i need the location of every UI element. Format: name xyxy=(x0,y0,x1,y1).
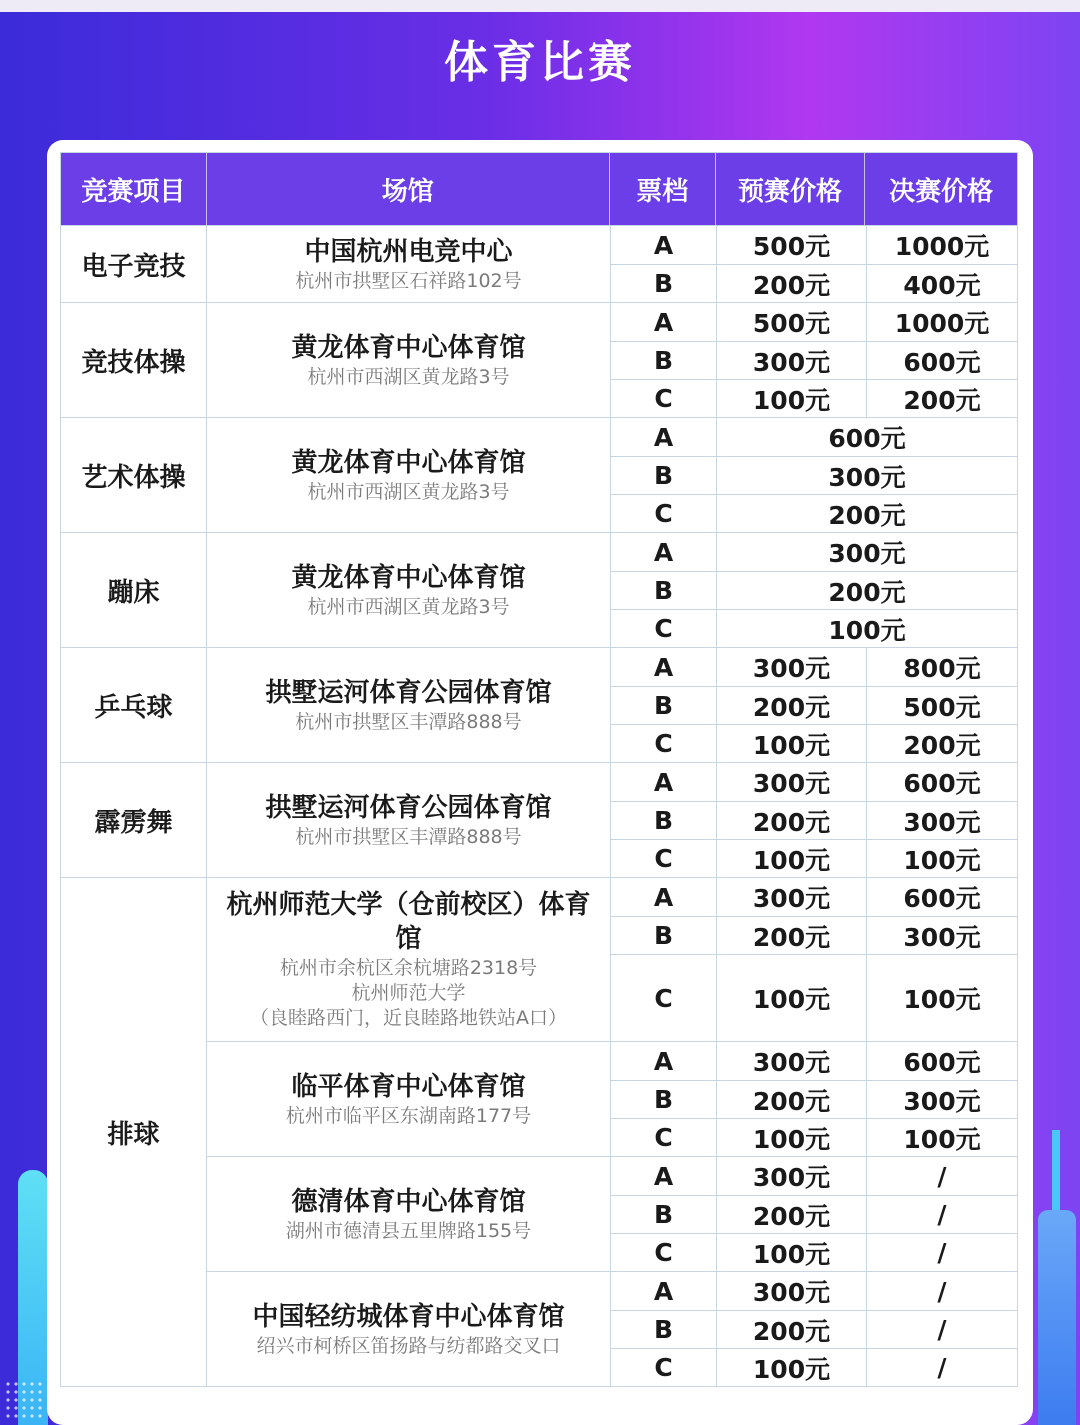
venue-cell xyxy=(207,763,611,877)
ticket-grade: C xyxy=(611,840,717,877)
price-rows xyxy=(611,878,1017,1041)
table-row xyxy=(611,1157,1017,1195)
ticket-grade: B xyxy=(611,265,717,302)
ticket-grade: A xyxy=(611,533,717,571)
event-group xyxy=(61,302,1017,417)
prelim-price: 300元 xyxy=(717,1042,867,1080)
ticket-grade: B xyxy=(611,572,717,609)
table-row xyxy=(611,264,1017,302)
table-row xyxy=(611,1233,1017,1271)
prelim-price: 300元 xyxy=(717,648,867,686)
final-price: 100元 xyxy=(903,845,981,875)
event-venues xyxy=(207,418,1017,532)
prelim-price: 100元 xyxy=(717,1234,867,1271)
event-venues xyxy=(207,878,1017,1386)
event-group xyxy=(61,417,1017,532)
event-name: 霹雳舞 xyxy=(61,763,207,877)
price-rows xyxy=(611,418,1017,532)
prelim-price: 100元 xyxy=(717,955,867,1041)
event-name: 竞技体操 xyxy=(61,303,207,417)
final-price: 500元 xyxy=(903,692,981,722)
unified-price: 200元 xyxy=(828,500,906,530)
header-event: 竞赛项目 xyxy=(61,153,207,225)
price-rows xyxy=(611,226,1017,302)
final-price: 600元 xyxy=(903,1048,981,1077)
venue-block xyxy=(207,533,1017,647)
venue-block xyxy=(207,1156,1017,1271)
final-price: / xyxy=(937,1315,947,1344)
table-row xyxy=(611,878,1017,916)
ticket-grade: C xyxy=(611,1349,717,1386)
table-row xyxy=(611,1272,1017,1310)
venue-address: 杭州市西湖区黄龙路3号 xyxy=(307,365,510,388)
table-row xyxy=(611,686,1017,724)
final-price: 200元 xyxy=(903,385,981,415)
event-venues xyxy=(207,533,1017,647)
venue-block xyxy=(207,763,1017,877)
table-row xyxy=(611,1310,1017,1348)
final-price: 200元 xyxy=(903,730,981,760)
prelim-price: 200元 xyxy=(717,1311,867,1348)
ticket-grade: B xyxy=(611,1311,717,1348)
table-row xyxy=(611,954,1017,1041)
ticket-grade: A xyxy=(611,1272,717,1310)
ticket-grade: C xyxy=(611,1119,717,1156)
event-group xyxy=(61,647,1017,762)
price-rows xyxy=(611,303,1017,417)
prelim-price: 200元 xyxy=(717,687,867,724)
event-name: 蹦床 xyxy=(61,533,207,647)
table-body xyxy=(61,225,1017,1386)
ticket-grade: C xyxy=(611,725,717,762)
header-prelim-price: 预赛价格 xyxy=(716,153,866,225)
ticket-grade: C xyxy=(611,380,717,417)
venue-cell xyxy=(207,648,611,762)
table-row xyxy=(611,609,1017,647)
table-row xyxy=(611,303,1017,341)
event-group xyxy=(61,877,1017,1386)
ticket-grade: A xyxy=(611,648,717,686)
venue-name: 拱墅运河体育公园体育馆 xyxy=(265,792,552,823)
prelim-price: 100元 xyxy=(717,380,867,417)
event-venues xyxy=(207,763,1017,877)
prelim-price: 500元 xyxy=(717,226,867,264)
prelim-price: 100元 xyxy=(717,1349,867,1386)
price-rows xyxy=(611,533,1017,647)
price-rows xyxy=(611,763,1017,877)
final-price: / xyxy=(937,1200,947,1229)
prelim-price: 300元 xyxy=(717,763,867,801)
venue-block xyxy=(207,1041,1017,1156)
final-price: 100元 xyxy=(903,985,981,1014)
prelim-price: 300元 xyxy=(717,342,867,379)
venue-cell xyxy=(207,303,611,417)
table-row xyxy=(611,839,1017,877)
ticket-price-table xyxy=(60,152,1018,1387)
ticket-grade: B xyxy=(611,917,717,954)
event-name: 乒乓球 xyxy=(61,648,207,762)
dot-pattern xyxy=(4,1380,44,1420)
table-row xyxy=(611,494,1017,532)
page-title: 体育比赛 xyxy=(444,37,636,88)
ticket-grade: C xyxy=(611,495,717,532)
venue-name: 中国杭州电竞中心 xyxy=(304,236,513,267)
venue-address: 湖州市德清县五里牌路155号 xyxy=(285,1219,532,1242)
prelim-price: 200元 xyxy=(717,917,867,954)
event-name: 电子竞技 xyxy=(61,226,207,302)
ticket-grade: B xyxy=(611,687,717,724)
ticket-grade: B xyxy=(611,342,717,379)
table-row xyxy=(611,916,1017,954)
venue-cell xyxy=(207,878,611,1041)
venue-address: 杭州市西湖区黄龙路3号 xyxy=(307,595,510,618)
prelim-price: 100元 xyxy=(717,725,867,762)
tower-body xyxy=(1038,1210,1076,1425)
price-rows xyxy=(611,1272,1017,1386)
tower-spire xyxy=(1052,1130,1060,1210)
venue-name: 黄龙体育中心体育馆 xyxy=(291,447,526,478)
final-price: 100元 xyxy=(903,1124,981,1154)
ticket-grade: A xyxy=(611,303,717,341)
prelim-price: 300元 xyxy=(717,878,867,916)
table-row xyxy=(611,1348,1017,1386)
final-price: / xyxy=(937,1238,947,1267)
venue-cell xyxy=(207,1157,611,1271)
prelim-price: 200元 xyxy=(717,1196,867,1233)
ticket-grade: A xyxy=(611,878,717,916)
table-header xyxy=(61,153,1017,225)
venue-address: 杭州市拱墅区丰潭路888号 xyxy=(295,825,522,848)
venue-address: 杭州市拱墅区石祥路102号 xyxy=(295,269,522,292)
final-price: 600元 xyxy=(903,347,981,377)
tower-decoration-right xyxy=(1032,1130,1080,1425)
table-row xyxy=(611,533,1017,571)
venue-name: 杭州师范大学（仓前校区）体育馆 xyxy=(226,890,591,954)
table-row xyxy=(611,456,1017,494)
venue-name: 中国轻纺城体育中心体育馆 xyxy=(252,1301,565,1332)
table-row xyxy=(611,571,1017,609)
table-row xyxy=(611,418,1017,456)
final-price: 300元 xyxy=(903,922,981,952)
event-venues xyxy=(207,648,1017,762)
unified-price: 200元 xyxy=(828,577,906,607)
ticket-grade: A xyxy=(611,1042,717,1080)
final-price: 1000元 xyxy=(894,309,990,338)
event-group xyxy=(61,532,1017,647)
venue-address: 杭州师范大学 xyxy=(351,982,466,1004)
venue-cell xyxy=(207,1042,611,1156)
unified-price: 300元 xyxy=(828,462,906,492)
venue-block xyxy=(207,418,1017,532)
prelim-price: 500元 xyxy=(717,303,867,341)
ticket-grade: B xyxy=(611,802,717,839)
venue-address: 杭州市西湖区黄龙路3号 xyxy=(307,480,510,503)
venue-name: 黄龙体育中心体育馆 xyxy=(291,332,526,363)
header-grade: 票档 xyxy=(610,153,716,225)
final-price: / xyxy=(937,1276,947,1306)
table-row xyxy=(611,341,1017,379)
table-row xyxy=(611,1118,1017,1156)
venue-name: 临平体育中心体育馆 xyxy=(291,1071,526,1102)
final-price: 400元 xyxy=(903,270,981,300)
venue-block xyxy=(207,303,1017,417)
venue-cell xyxy=(207,226,611,302)
table-row xyxy=(611,379,1017,417)
venue-address: 杭州市余杭区余杭塘路2318号 xyxy=(279,957,538,979)
price-rows xyxy=(611,648,1017,762)
ticket-grade: B xyxy=(611,457,717,494)
unified-price: 300元 xyxy=(828,539,906,568)
top-strip xyxy=(0,0,1080,12)
prelim-price: 200元 xyxy=(717,802,867,839)
ticket-grade: C xyxy=(611,955,717,1041)
final-price: / xyxy=(937,1161,947,1191)
venue-block xyxy=(207,226,1017,302)
final-price: 800元 xyxy=(903,654,981,683)
venue-address: 杭州市临平区东湖南路177号 xyxy=(285,1104,532,1127)
table-row xyxy=(611,724,1017,762)
ticket-grade: B xyxy=(611,1081,717,1118)
unified-price: 100元 xyxy=(828,615,906,645)
prelim-price: 300元 xyxy=(717,1272,867,1310)
venue-cell xyxy=(207,418,611,532)
unified-price: 600元 xyxy=(828,424,906,453)
venue-name: 德清体育中心体育馆 xyxy=(291,1186,526,1217)
table-row xyxy=(611,1195,1017,1233)
final-price: 600元 xyxy=(903,884,981,913)
event-venues xyxy=(207,303,1017,417)
venue-address: （良睦路西门，近良睦路地铁站A口） xyxy=(250,1007,567,1029)
venue-block xyxy=(207,648,1017,762)
ticket-grade: A xyxy=(611,763,717,801)
table-row xyxy=(611,1042,1017,1080)
ticket-grade: B xyxy=(611,1196,717,1233)
venue-cell xyxy=(207,533,611,647)
venue-name: 拱墅运河体育公园体育馆 xyxy=(265,677,552,708)
event-name: 艺术体操 xyxy=(61,418,207,532)
prelim-price: 100元 xyxy=(717,840,867,877)
final-price: 300元 xyxy=(903,1086,981,1116)
prelim-price: 100元 xyxy=(717,1119,867,1156)
header-venue: 场馆 xyxy=(207,153,610,225)
table-row xyxy=(611,1080,1017,1118)
table-row xyxy=(611,763,1017,801)
ticket-grade: C xyxy=(611,1234,717,1271)
price-rows xyxy=(611,1042,1017,1156)
venue-address: 绍兴市柯桥区笛扬路与纺都路交叉口 xyxy=(256,1334,561,1357)
ticket-grade: A xyxy=(611,1157,717,1195)
final-price: / xyxy=(937,1353,947,1382)
price-rows xyxy=(611,1157,1017,1271)
venue-cell xyxy=(207,1272,611,1386)
final-price: 300元 xyxy=(903,807,981,837)
ticket-grade: C xyxy=(611,610,717,647)
final-price: 1000元 xyxy=(894,232,990,261)
tower-decoration-left xyxy=(0,1160,48,1425)
venue-address: 杭州市拱墅区丰潭路888号 xyxy=(295,710,522,733)
event-group xyxy=(61,225,1017,302)
table-row xyxy=(611,801,1017,839)
header-final-price: 决赛价格 xyxy=(889,176,994,207)
venue-block xyxy=(207,1271,1017,1386)
prelim-price: 200元 xyxy=(717,265,867,302)
venue-block xyxy=(207,878,1017,1041)
venue-name: 黄龙体育中心体育馆 xyxy=(291,562,526,593)
event-venues xyxy=(207,226,1017,302)
event-name: 排球 xyxy=(61,878,207,1386)
prelim-price: 200元 xyxy=(717,1081,867,1118)
event-group xyxy=(61,762,1017,877)
table-row xyxy=(611,648,1017,686)
final-price: 600元 xyxy=(903,769,981,798)
ticket-grade: A xyxy=(611,226,717,264)
ticket-grade: A xyxy=(611,418,717,456)
prelim-price: 300元 xyxy=(717,1157,867,1195)
table-row xyxy=(611,226,1017,264)
